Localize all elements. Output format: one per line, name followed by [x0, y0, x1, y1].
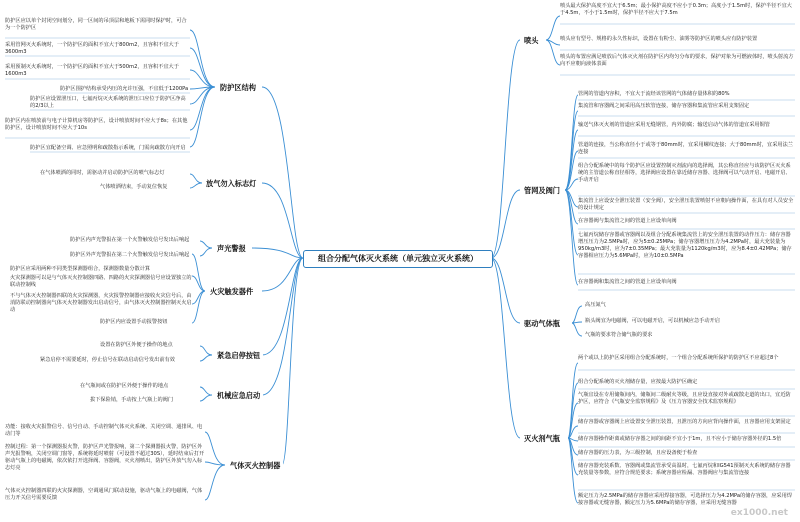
branch-mechanical-start: 机械应急启动	[214, 390, 263, 401]
leaf-controller-1: 功能：接收火灾报警信号、信号自动、手动控制气体灭火系统、关闭空调、通排风、电动门等	[5, 424, 203, 437]
branch-drive-gas: 驱动气体瓶	[521, 318, 563, 329]
leaf-bottle-7: 储存容器充装系数、容器阀或集流管承受高温时，七氟丙烷和IG541预制灭火系统的储存容器充装量等参数，应符合规范要求；系统容器应检漏、容器阀应与集流管连接	[578, 463, 791, 476]
leaf-protection-3: 采用预制灭火系统时，一个防护区的面积不宜大于500m2，且容积不宜大于1600m3	[5, 64, 179, 77]
leaf-emergency-1: 设置在防护区外便于操作的地点	[100, 342, 173, 348]
leaf-nozzle-3: 喷头的布置应满足喷放后气体灭火剂在防护区内均匀分布的要求，保护对象为可燃液体时，喷头射流方向不应朝向液体表面	[560, 54, 794, 67]
leaf-emergency-2: 紧急启停不需要延时，停止信号在联动启动信号发出前有效	[40, 357, 175, 363]
branch-emergency-button: 紧急启停按钮	[214, 350, 263, 361]
leaf-pipes-5: 组合分配系统中的每个防护区应设置控制灭剂流向的选择阀，其公称直径应与该防护区灭火系统的主管道公称直径相等，选择阀应设置在靠近储存容器、选择阀可以气动开启、电磁开启、手动开启	[578, 163, 791, 183]
branch-sound-light: 声光警报	[214, 243, 249, 254]
leaf-bottle-2: 组合分配系统的灭火剂储存量，应按最大防护区确定	[578, 379, 698, 385]
leaf-drive-2: 瓶头阀宜为电磁阀，可以电磁开启，可以机械应急手动开启	[585, 318, 720, 324]
leaf-mechanical-2: 拔下保险销，手动按上气瓶上的阀门	[90, 397, 174, 403]
leaf-detector-4: 防护区内应设置手动报警按钮	[100, 319, 168, 325]
leaf-bottle-5: 储存容器操作距离或储存容器之间的间距不宜小于1m，且不应小于储存容器外径的1.5倍	[578, 436, 782, 442]
branch-release-light: 放气勿入标志灯	[203, 178, 259, 189]
branch-protection-zone: 防护区结构	[217, 82, 259, 93]
leaf-pipes-3: 输送气体灭火剂的管道应采用无缝钢管，内外防腐；输送启动气体的管道宜采用铜管	[578, 122, 770, 128]
leaf-protection-6: 防护区内在喷放前与电子计算机房等防护区，设计喷放时间不应大于8s；在其他防护区，设计喷放时间不应大于10s	[5, 118, 188, 131]
leaf-drive-1: 高压氮气	[585, 302, 606, 308]
leaf-pipes-7: 在容器阀与集流管之间的管道上应设单向阀	[578, 218, 677, 224]
leaf-nozzle-1: 喷头最大保护高度不宜大于6.5m；最小保护高度不应小于0.3m；高度小于1.5m时，保护半径不宜大于4.5m，不小于1.5m时，保护半径不应大于7.5m	[560, 3, 792, 16]
leaf-nozzle-2: 喷头应有型号、规格的永久性标识，设置在有粉尘、油雾等防护区的喷头应有防护装置	[560, 36, 758, 42]
leaf-controller-3: 气体灭火控制器四联的火灾探测器，空调通风门联动设施，驱动气瓶上的电磁阀，气体压力开关信号需要反馈	[5, 488, 203, 501]
leaf-pipes-2: 集流管和容器阀之间采用高压软管连接，储存容器和集流管应采用支架固定	[578, 103, 750, 109]
leaf-pipes-6: 集流管上应设安全泄压装置（安全阀），安全泄压装置喷射不应朝向操作面，在具有对人员安全的设计规定	[578, 198, 794, 211]
leaf-detector-1: 防护区应采用两种不同类型探测器组合，探测器数量分散计算	[10, 266, 151, 272]
leaf-pipes-4: 管道的连接，当公称直径小于或等于80mm时，宜采用螺纹连接；大于80mm时，宜采用法兰连接	[578, 142, 793, 155]
leaf-pipes-8: 七氟丙烷储存容器或容器阀以及组合分配系统集流管上的安全泄压装置的动作压力：储存容器增压压力为2.5MPa时，应为5±0.25MPa；储存容器增压压力为4.2MPa时，最大充装量为950kg/m3时，应为7±0.35MPa；最大充装量为1120kg/m3时，应为8.4±0.42MPa；储存容器相应压力为5.6MPa时，应为10±0.5MPa	[578, 232, 792, 259]
leaf-pipes-1: 管网的管道内容积，不宜大于流经该管网的气体储存量体积的80%	[578, 91, 730, 97]
leaf-sound-2: 防护区外声光警报在第二个火警触发信号发出后响起	[70, 252, 190, 258]
leaf-release-2: 气体喷洒结束，手动复位恢复	[100, 184, 168, 190]
leaf-bottle-8: 额定压力为2.5MPa的储存容器应采用焊接容器，可选择压力为4.2MPa的储存容器，应采用焊接容器或无缝容器，额定压力为5.6MPa的储存容器，应采用无缝容器	[578, 493, 792, 506]
branch-nozzle: 喷头	[521, 35, 541, 46]
branch-pipes-valves: 管网及阀门	[521, 185, 563, 196]
leaf-release-1: 在气体喷洒的同时，需驱动并启动防护区的喷气标志灯	[40, 170, 165, 176]
leaf-controller-2: 控制过程：第一个探测器报火警，防护区声光警报响，第二个探测器报火警，防护区外声光报警响，关闭空调门窗等，系统将延时喷射（可设置不超过30S），延时结束后打开驱动气瓶上的电磁阀，依次依打开选择阀、容器阀，灭火剂喷出，防护区外放气勿入标志灯亮	[5, 444, 205, 471]
leaf-drive-3: 气瓶的要求符合储气瓶的要求	[585, 332, 653, 338]
leaf-protection-5: 防护区应设置泄压口，七氟丙烷灭火系统的泄压口应位于防护区净高的2/3以上	[30, 96, 186, 109]
leaf-sound-1: 防护区内声光警报在第一个火警触发信号发出后响起	[70, 237, 190, 243]
leaf-detector-3: 不与气体灭火控制器四联的火灾探测器，火灾报警控制器应接收火灾信号后，由消防联动控制器向气体灭火控制器发出启动信号，由气体灭火控制器控制灭火启动	[10, 293, 192, 313]
watermark: ex1000.net	[730, 508, 788, 518]
leaf-protection-1: 防护区应以单个封闭空间划分，同一区间的吊顶层和地板下需同时保护时，可合为一个防护区	[5, 18, 187, 31]
branch-controller: 气体灭火控制器	[227, 460, 283, 471]
center-topic: 组合分配气体灭火系统（单元独立灭火系统）	[303, 250, 493, 268]
leaf-protection-2: 采用管网灭火系统时，一个防护区的面积不宜大于800m2，且容积不宜大于3600m3	[5, 42, 179, 55]
leaf-protection-4: 防护区围护结构承受内压的允许压强，不宜低于1200Pa	[60, 86, 189, 92]
leaf-bottle-4: 储存容器或容器阀上应设置安全泄压装置，且泄压的方向应背向操作面，且容器应用支架固定	[578, 419, 791, 425]
leaf-mechanical-1: 在气瓶间或在防护区外便于操作的地点	[80, 383, 169, 389]
branch-agent-bottle: 灭火剂气瓶	[521, 433, 563, 444]
leaf-bottle-3: 气瓶宜设在专用储瓶间内，储瓶间二级耐火等级，且应设直接对外或疏散走道的出口，宜近防护区，应符合《气瓶安全监察规程》及《压力容器安全技术监察规程》	[578, 392, 791, 405]
leaf-bottle-1: 两个或以上防护区采用组合分配系统时，一个组合分配系统所保护的防护区不应超过8个	[578, 355, 779, 361]
leaf-detector-2: 火灾探测器可以是与气体灭火控制器四路、四路的火灾探测器信号应设置独立的联动控制线	[10, 275, 192, 288]
leaf-pipes-9: 在容器阀和集流管之间的管道上应设单向阀	[578, 279, 677, 285]
leaf-protection-7: 防护区宜配备空调、应急照明和疏散指示系统，门需向疏散方向开启	[30, 145, 186, 151]
branch-fire-detector: 火灾触发器件	[207, 286, 256, 297]
leaf-bottle-6: 储存容器的压力表，为三级控制，且应设备便于检查	[578, 450, 698, 456]
